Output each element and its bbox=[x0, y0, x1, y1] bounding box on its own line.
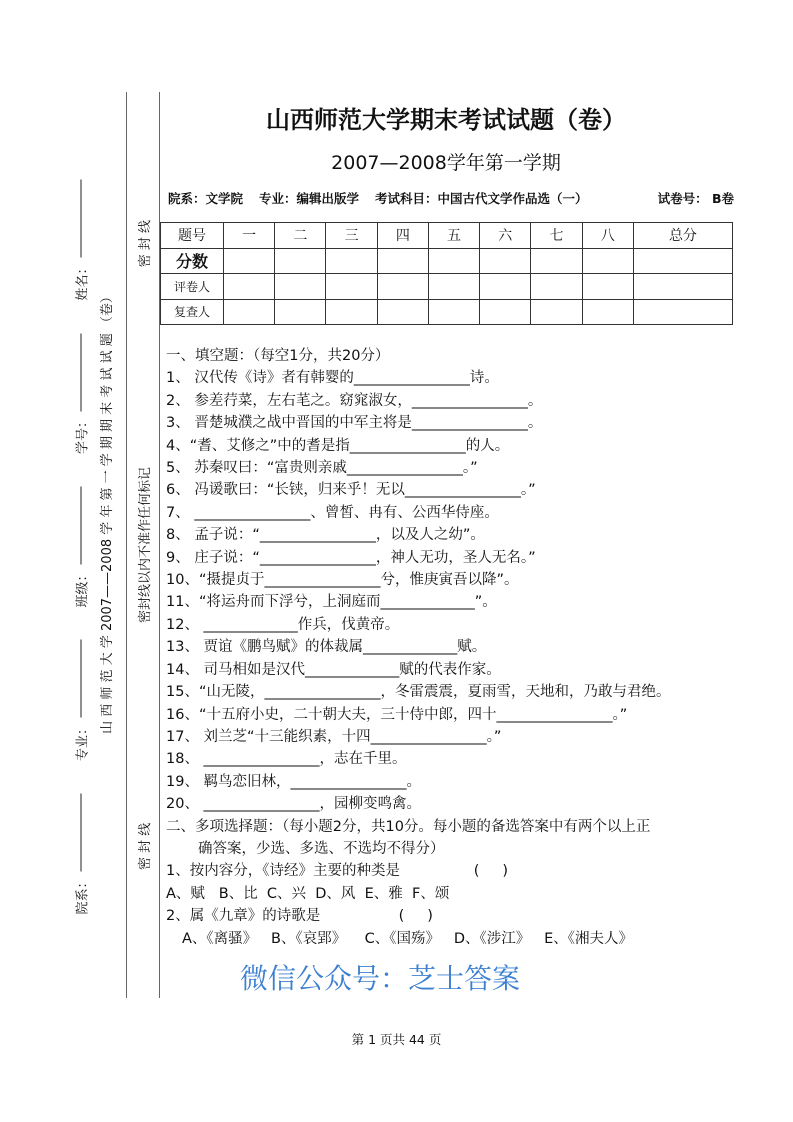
field-class[interactable] bbox=[71, 487, 90, 608]
question-line: 10、“摄提贞于________________兮，惟庚寅吾以降”。 bbox=[166, 572, 519, 589]
score-cell[interactable] bbox=[275, 274, 326, 300]
score-cell[interactable] bbox=[224, 274, 275, 300]
field-name[interactable] bbox=[71, 180, 90, 301]
table-header-row bbox=[161, 223, 733, 249]
question-line: 9、 庄子说：“________________，神人无功，圣人无名。” bbox=[166, 549, 536, 566]
page-title: 山西师范大学期末考试试题（卷） bbox=[266, 106, 626, 134]
question-line: 确答案，少选、多选、不选均不得分） bbox=[198, 840, 445, 857]
table-header-cell: 四 bbox=[377, 223, 428, 249]
student-info-strip bbox=[71, 180, 91, 915]
department: 院系：文学院 bbox=[168, 191, 244, 206]
field-label: 学号： bbox=[75, 415, 90, 455]
score-cell[interactable] bbox=[480, 299, 531, 325]
row-label-score: 分数 bbox=[161, 248, 224, 274]
question-line: 2、 参差荇菜，左右芼之。窈窕淑女，________________。 bbox=[166, 392, 543, 409]
question-line: 16、“十五府小史，二十朝大夫，三十侍中郎，四十________________。” bbox=[166, 706, 628, 723]
field-label: 院系： bbox=[75, 875, 90, 915]
strip-exam-title bbox=[95, 227, 115, 797]
score-cell[interactable] bbox=[582, 248, 633, 274]
table-row bbox=[161, 248, 733, 274]
blank bbox=[80, 333, 82, 411]
score-cell[interactable] bbox=[326, 248, 377, 274]
question-line: A、《离骚》 B、《哀郢》 C、《国殇》 D、《涉江》 E、《湘夫人》 bbox=[182, 930, 633, 947]
table-header-cell: 二 bbox=[275, 223, 326, 249]
section-heading: 一、填空题：（每空1分，共20分） bbox=[166, 348, 390, 364]
score-cell[interactable] bbox=[633, 248, 732, 274]
score-cell[interactable] bbox=[480, 248, 531, 274]
question-line: 6、 冯谖歌曰：“长铗，归来乎！无以________________。” bbox=[166, 482, 536, 499]
score-table bbox=[160, 222, 733, 325]
question-line: 5、 苏秦叹曰：“富贵则亲戚________________。” bbox=[166, 460, 478, 477]
exam-info bbox=[168, 189, 734, 207]
table-row bbox=[161, 274, 733, 300]
score-cell[interactable] bbox=[633, 299, 732, 325]
seal-label: 密 封 线 bbox=[137, 822, 153, 870]
score-cell[interactable] bbox=[275, 299, 326, 325]
score-cell[interactable] bbox=[582, 274, 633, 300]
question-list bbox=[166, 345, 736, 950]
table-header-cell: 总分 bbox=[633, 223, 732, 249]
table-header-cell: 五 bbox=[428, 223, 479, 249]
score-cell[interactable] bbox=[582, 299, 633, 325]
score-cell[interactable] bbox=[377, 299, 428, 325]
page-footer: 第 1 页共 44 页 bbox=[351, 1032, 442, 1047]
score-cell[interactable] bbox=[224, 248, 275, 274]
field-major[interactable] bbox=[71, 640, 90, 761]
table-header-cell: 题号 bbox=[161, 223, 224, 249]
seal-label: 密 封 线 bbox=[137, 220, 153, 268]
field-label: 姓名： bbox=[75, 261, 90, 301]
score-cell[interactable] bbox=[428, 299, 479, 325]
paper-number: 试卷号： B卷 bbox=[657, 191, 734, 206]
score-cell[interactable] bbox=[531, 248, 582, 274]
blank bbox=[80, 180, 82, 258]
question-line: 7、 ________________、曾皙、冉有、公西华侍座。 bbox=[166, 504, 499, 521]
binding-line-outer bbox=[126, 92, 127, 998]
field-student-id[interactable] bbox=[71, 333, 90, 454]
question-line: A、赋 B、比 C、兴 D、风 E、雅 F、颂 bbox=[166, 885, 450, 902]
row-label-reviewer: 复查人 bbox=[161, 299, 224, 325]
question-line: 1、按内容分，《诗经》主要的种类是 ( ) bbox=[166, 863, 509, 880]
score-cell[interactable] bbox=[326, 299, 377, 325]
question-line: 13、 贾谊《鹏鸟赋》的体裁属_____________赋。 bbox=[166, 639, 487, 656]
score-cell[interactable] bbox=[377, 248, 428, 274]
question-line: 15、“山无陵，________________，冬雷震震，夏雨雪，天地和，乃敢与君绝。 bbox=[166, 684, 671, 701]
question-line: 18、 ________________，志在千里。 bbox=[166, 751, 407, 768]
blank bbox=[80, 640, 82, 718]
row-label-grader: 评卷人 bbox=[161, 274, 224, 300]
strip-exam-title-text: 山 西 师 范 大 学 2007——2008 学 年 第 一 学 期 期 末 考 试 试 题 （卷） bbox=[99, 290, 115, 734]
field-label: 班级： bbox=[75, 568, 90, 608]
subject: 考试科目：中国古代文学作品选（一） bbox=[375, 191, 588, 206]
score-cell[interactable] bbox=[326, 274, 377, 300]
table-header-cell: 三 bbox=[326, 223, 377, 249]
seal-line-strip bbox=[133, 220, 153, 870]
score-cell[interactable] bbox=[531, 274, 582, 300]
table-header-cell: 八 bbox=[582, 223, 633, 249]
question-line: 17、 刘兰芝“十三能织素，十四________________。” bbox=[166, 728, 502, 745]
score-cell[interactable] bbox=[377, 274, 428, 300]
major: 专业：编辑出版学 bbox=[259, 191, 360, 206]
table-header-cell: 六 bbox=[480, 223, 531, 249]
table-row bbox=[161, 299, 733, 325]
watermark: 微信公众号：芝士答案 bbox=[240, 962, 521, 995]
question-line: 3、 晋楚城濮之战中晋国的中军主将是________________。 bbox=[166, 415, 543, 432]
table-header-cell: 一 bbox=[224, 223, 275, 249]
question-line: 14、 司马相如是汉代_____________赋的代表作家。 bbox=[166, 661, 501, 678]
score-cell[interactable] bbox=[480, 274, 531, 300]
section-heading: 二、多项选择题：（每小题2分，共10分。每小题的备选答案中有两个以上正 bbox=[166, 818, 651, 835]
score-cell[interactable] bbox=[531, 299, 582, 325]
score-cell[interactable] bbox=[275, 248, 326, 274]
score-cell[interactable] bbox=[633, 274, 732, 300]
question-line: 1、 汉代传《诗》者有韩婴的________________诗。 bbox=[166, 370, 499, 387]
question-line: 8、 孟子说：“________________，以及人之幼”。 bbox=[166, 527, 485, 544]
question-line: 12、 _____________作兵，伐黄帝。 bbox=[166, 616, 400, 633]
blank bbox=[80, 793, 82, 871]
score-cell[interactable] bbox=[224, 299, 275, 325]
blank bbox=[80, 487, 82, 565]
seal-notice: 密封线以内不准作任何标记 bbox=[137, 467, 153, 624]
semester-subtitle: 2007—2008学年第一学期 bbox=[331, 152, 561, 174]
question-line: 4、“耆、艾修之”中的耆是指________________的人。 bbox=[166, 437, 510, 454]
score-cell[interactable] bbox=[428, 274, 479, 300]
field-department[interactable] bbox=[71, 793, 90, 914]
question-line: 19、 羁鸟恋旧林，________________。 bbox=[166, 773, 422, 790]
score-cell[interactable] bbox=[428, 248, 479, 274]
field-label: 专业： bbox=[75, 722, 90, 762]
question-line: 20、 ________________，园柳变鸣禽。 bbox=[166, 796, 422, 813]
table-header-cell: 七 bbox=[531, 223, 582, 249]
question-line: 11、“将运舟而下浮兮，上洞庭而_____________”。 bbox=[166, 594, 497, 611]
question-line: 2、属《九章》的诗歌是 ( ) bbox=[166, 908, 433, 925]
